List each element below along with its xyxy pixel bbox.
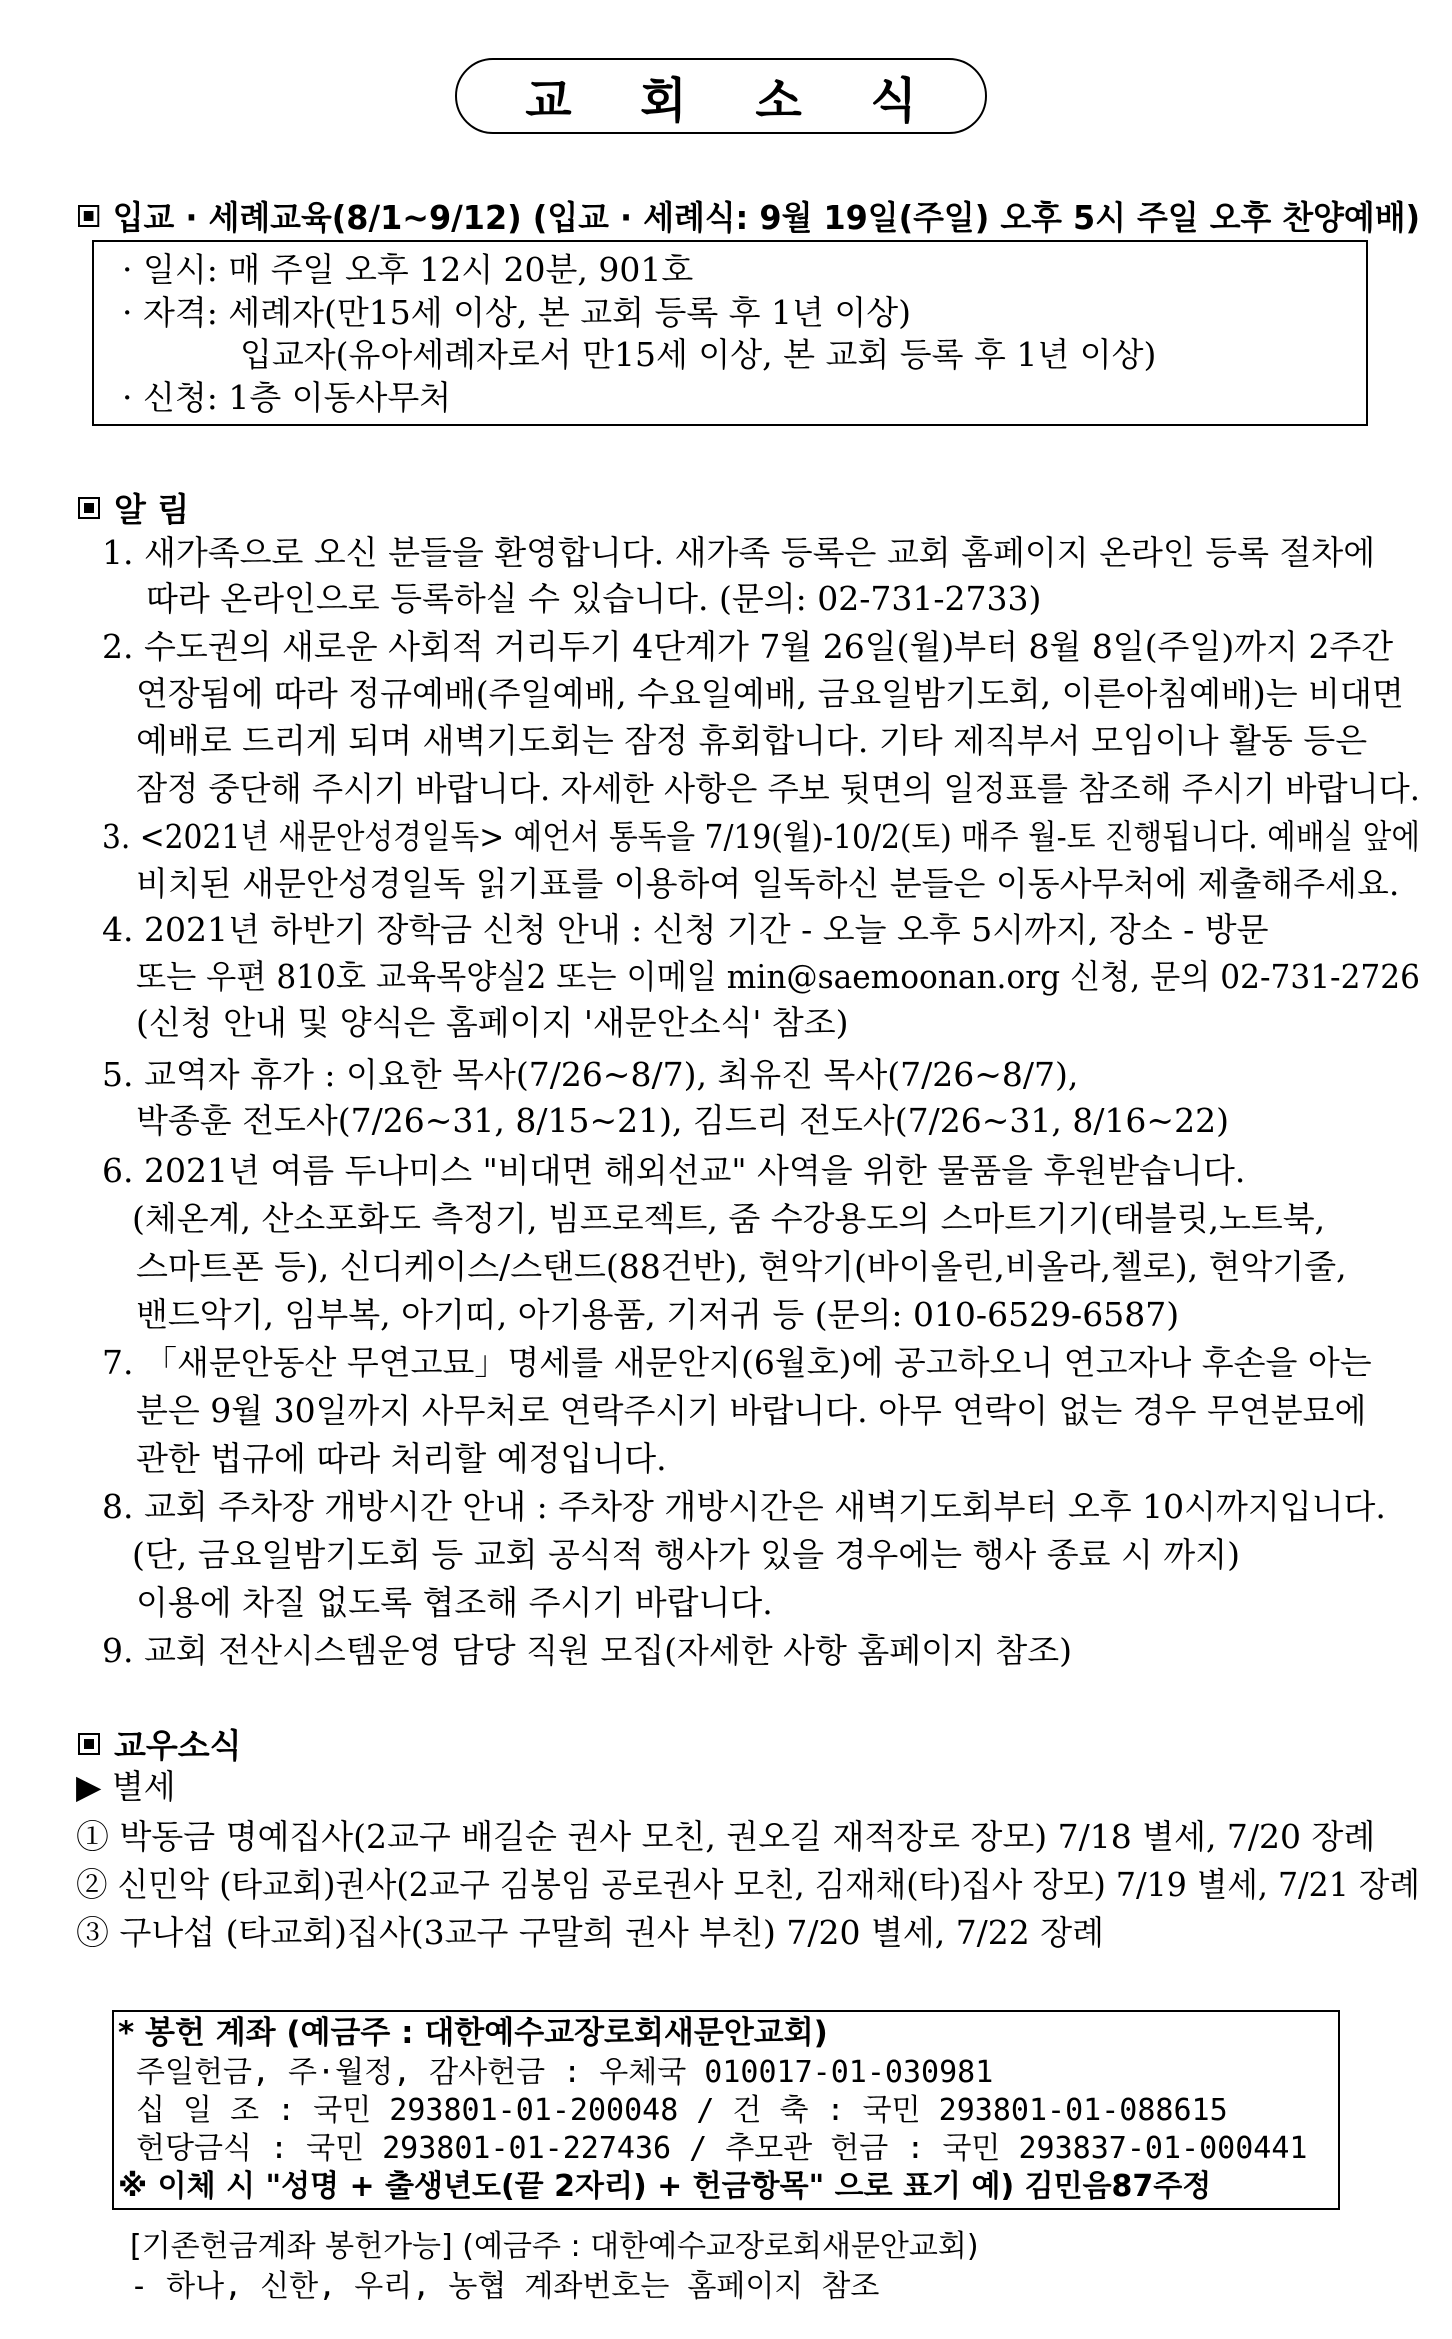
members-heading: [78, 1720, 242, 1767]
notice-line: 8. 교회 주차장 개방시간 안내 : 주차장 개방시간은 새벽기도회부터 오후 10시까지입니다.: [102, 1487, 1386, 1526]
member-news-line: ③ 구나섭 (타교회)집사(3교구 구말희 권사 부친) 7/20 별세, 7/22 장례: [76, 1913, 1105, 1952]
notice-line: 3. <2021년 새문안성경일독> 예언서 통독을 7/19(월)-10/2(토) 매주 월-토 진행됩니다. 예배실 앞에: [102, 817, 1421, 856]
notice-line: 잠정 중단해 주시기 바랍니다. 자세한 사항은 주보 뒷면의 일정표를 참조해 주시기 바랍니다.: [136, 769, 1421, 808]
offering-note: ※ 이체 시 "성명 + 출생년도(끝 2자리) + 헌금항목" 으로 표기 예) 김민음87주정: [118, 2169, 1212, 2204]
notice-line: 6. 2021년 여름 두나미스 "비대면 해외선교" 사역을 위한 물품을 후원받습니다.: [102, 1151, 1246, 1190]
member-news-line: ① 박동금 명예집사(2교구 배길순 권사 모친, 권오길 재적장로 장모) 7/18 별세, 7/20 장례: [76, 1817, 1376, 1856]
notice-line: 9. 교회 전산시스템운영 담당 직원 모집(자세한 사항 홈페이지 참조): [102, 1631, 1072, 1670]
notice-line: 관한 법규에 따라 처리할 예정입니다.: [136, 1439, 667, 1478]
existing-accounts-title: [기존헌금계좌 봉헌가능]: [130, 2229, 453, 2264]
baptism-line: · 자격: 세례자(만15세 이상, 본 교회 등록 후 1년 이상): [122, 293, 912, 332]
notice-line: 이용에 차질 없도록 협조해 주시기 바랍니다.: [136, 1583, 773, 1622]
offering-title: * 봉헌 계좌 (예금주 : 대한예수교장로회새문안교회): [118, 2015, 828, 2051]
notice-line: 또는 우편 810호 교육목양실2 또는 이메일 min@saemoonan.org 신청, 문의 02-731-2726: [136, 957, 1420, 996]
notice-line: 2. 수도권의 새로운 사회적 거리두기 4단계가 7월 26일(월)부터 8월 8일(주일)까지 2주간: [102, 627, 1394, 666]
notice-line: 예배로 드리게 되며 새벽기도회는 잠정 휴회합니다. 기타 제직부서 모임이나 활동 등은: [136, 721, 1368, 760]
baptism-line: 입교자(유아세례자로서 만15세 이상, 본 교회 등록 후 1년 이상): [240, 335, 1157, 374]
notice-line: 1. 새가족으로 오신 분들을 환영합니다. 새가족 등록은 교회 홈페이지 온라인 등록 절차에: [102, 533, 1376, 572]
offering-line: 주일헌금, 주·월정, 감사헌금 : 우체국 010017-01-030981: [136, 2055, 994, 2090]
member-news-line: ② 신민악 (타교회)권사(2교구 김봉임 공로권사 모친, 김재채(타)집사 장모) 7/19 별세, 7/21 장례: [76, 1865, 1420, 1904]
notice-line: 스마트폰 등), 신디케이스/스탠드(88건반), 현악기(바이올린,비올라,첼로), 현악기줄,: [136, 1247, 1347, 1286]
square-bullet-icon: [78, 205, 99, 227]
notices-heading-text: 알 림: [114, 490, 190, 529]
existing-accounts-owner: (예금주 : 대한예수교장로회새문안교회): [462, 2229, 979, 2264]
existing-accounts-note: - 하나, 신한, 우리, 농협 계좌번호는 홈페이지 참조: [130, 2269, 880, 2304]
notice-line: 5. 교역자 휴가 : 이요한 목사(7/26~8/7), 최유진 목사(7/26~8/7),: [102, 1055, 1079, 1094]
notices-heading: [78, 484, 189, 531]
notice-line: 분은 9월 30일까지 사무처로 연락주시기 바랍니다. 아무 연락이 없는 경우 무연분묘에: [136, 1391, 1367, 1430]
square-bullet-icon: [78, 497, 100, 519]
page-title: 교 회 소 식: [455, 58, 987, 134]
notice-line: 따라 온라인으로 등록하실 수 있습니다. (문의: 02-731-2733): [146, 579, 1042, 618]
notice-line: 7. 「새문안동산 무연고묘」명세를 새문안지(6월호)에 공고하오니 연고자나 후손을 아는: [102, 1343, 1372, 1382]
baptism-heading: [78, 192, 1420, 239]
notice-line: 연장됨에 따라 정규예배(주일예배, 수요일예배, 금요일밤기도회, 이른아침예배)는 비대면: [136, 674, 1404, 713]
offering-line: 헌당금식 : 국민 293801-01-227436 / 추모관 헌금 : 국민 293837-01-000441: [136, 2131, 1308, 2166]
notice-line: 박종훈 전도사(7/26~31, 8/15~21), 김드리 전도사(7/26~31, 8/16~22): [136, 1101, 1229, 1140]
notice-line: 4. 2021년 하반기 장학금 신청 안내 : 신청 기간 - 오늘 오후 5시까지, 장소 - 방문: [102, 910, 1269, 949]
square-bullet-icon: [78, 1733, 100, 1755]
existing-accounts-line: [130, 2229, 979, 2264]
notice-line: (신청 안내 및 양식은 홈페이지 '새문안소식' 참조): [136, 1003, 849, 1042]
members-heading-text: 교우소식: [114, 1726, 242, 1765]
baptism-line: · 신청: 1층 이동사무처: [122, 378, 452, 417]
notice-line: (체온계, 산소포화도 측정기, 빔프로젝트, 줌 수강용도의 스마트기기(태블릿,노트북,: [132, 1199, 1326, 1238]
notice-line: 비치된 새문안성경일독 읽기표를 이용하여 일독하신 분들은 이동사무처에 제출해주세요.: [136, 864, 1400, 903]
notice-line: 밴드악기, 임부복, 아기띠, 아기용품, 기저귀 등 (문의: 010-6529-6587): [136, 1295, 1180, 1334]
notice-line: (단, 금요일밤기도회 등 교회 공식적 행사가 있을 경우에는 행사 종료 시 까지): [132, 1535, 1240, 1574]
baptism-heading-text: 입교 · 세례교육(8/1~9/12) (입교 · 세례식: 9월 19일(주일) 오후 5시 주일 오후 찬양예배): [112, 198, 1421, 237]
members-subheading: ▶ 별세: [76, 1767, 176, 1806]
baptism-line: · 일시: 매 주일 오후 12시 20분, 901호: [122, 250, 694, 289]
offering-line: 십 일 조 : 국민 293801-01-200048 / 건 축 : 국민 293801-01-088615: [136, 2093, 1228, 2128]
